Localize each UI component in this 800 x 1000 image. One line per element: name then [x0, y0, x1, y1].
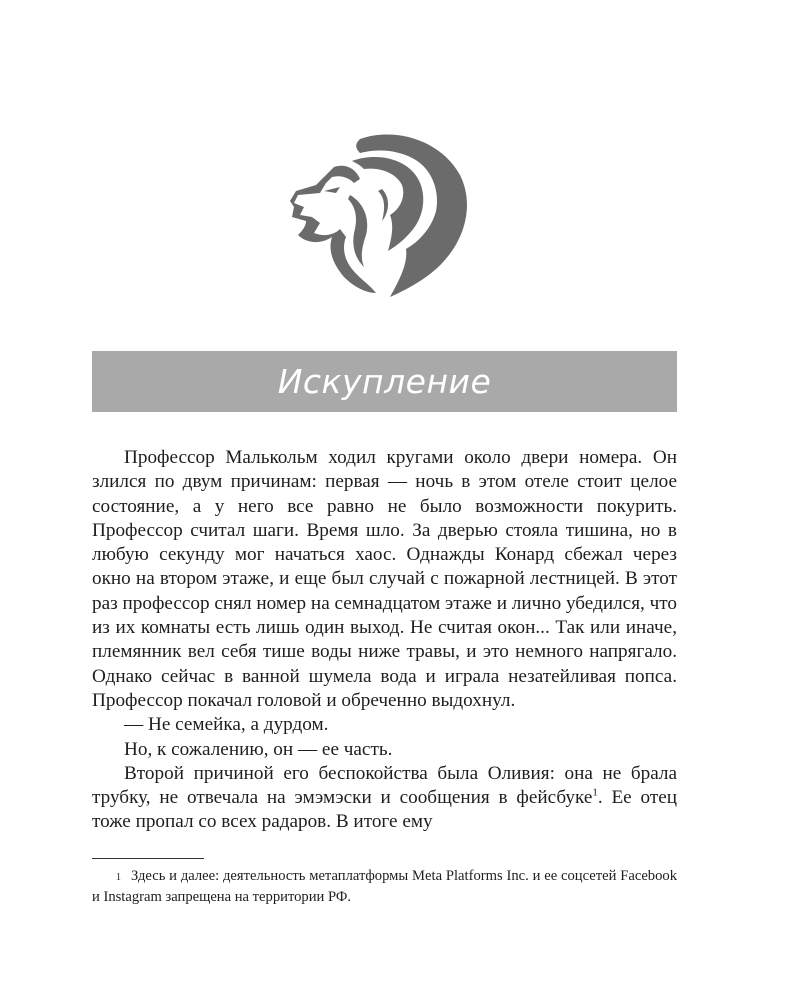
paragraph [92, 762, 677, 835]
lion-head-icon [290, 133, 472, 299]
chapter-title: Искупление [277, 362, 492, 401]
footnote-reference[interactable]: 1 [592, 786, 598, 799]
paragraph: Профессор Малькольм ходил кругами около двери номера. Он злился по двум причинам: первая — ночь в этом отеле стоит целое состояние, а у него все равно не было возможности покурить. Профессор считал шаги. Время шло. За дверью стояла тишина, но в любую секунду мог начаться хаос. Однажды Конард сбежал через окно на втором этаже, и еще был случай с пожарной лестницей. В этот раз профессор снял номер на семнадцатом этаже и лично убедился, что из их комнаты есть лишь один выход. Не считая окон... Так или иначе, племянник вел себя тише воды ниже травы, и это немного напрягало. Однако сейчас в ванной шумела вода и играла незатейливая попса. Профессор покачал головой и обреченно выдохнул. [92, 447, 677, 711]
footnote-divider [92, 858, 204, 859]
paragraph: Но, к сожалению, он — ее часть. [124, 738, 393, 760]
footnote-text: Здесь и далее: деятельность метаплатформы Meta Platforms Inc. и ее соцсетей Facebook и Instagram запрещена на территории РФ. [92, 868, 677, 905]
chapter-title-band [92, 351, 677, 412]
footnote [92, 866, 677, 908]
chapter-body [92, 446, 677, 835]
footnote-number: 1 [116, 872, 121, 883]
paragraph: — Не семейка, а дурдом. [124, 714, 329, 736]
paragraph-text: Второй причиной его беспокойства была Оливия: она не брала трубку, не отвечала на эмэмэски и сообщения в фейсбуке [92, 762, 677, 809]
paragraph-text: . Ее отец тоже пропал со всех радаров. В итоге ему [92, 787, 677, 833]
